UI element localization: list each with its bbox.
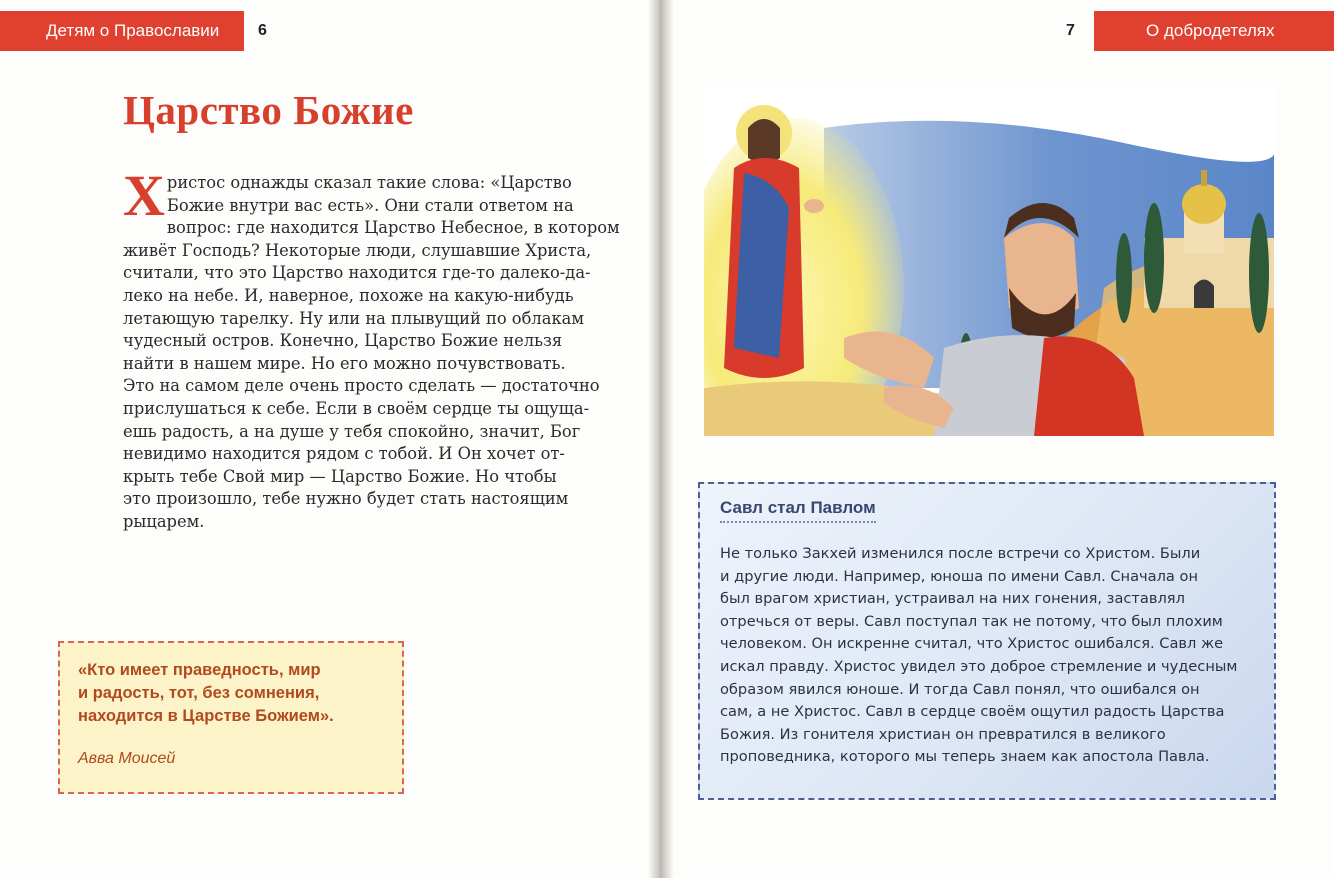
text-line: чудесный остров. Конечно, Царство Божие нельзя xyxy=(123,331,563,351)
text-line: отречься от веры. Савл поступал так не потому, что был плохим xyxy=(720,612,1223,630)
illustration-image xyxy=(704,88,1274,436)
text-line: считали, что это Царство находится где-то далеко-да- xyxy=(123,263,591,283)
info-box-title: Савл стал Павлом xyxy=(720,498,876,523)
book-gutter xyxy=(648,0,674,878)
body-text xyxy=(123,163,623,534)
text-line: Это на самом деле очень просто сделать — достаточно xyxy=(123,376,600,396)
quote-line: и радость, тот, без сомнения, xyxy=(78,684,320,702)
info-box-text xyxy=(720,543,1254,769)
illustration xyxy=(704,88,1274,436)
text-line: и другие люди. Например, юноша по имени Савл. Сначала он xyxy=(720,567,1198,585)
drop-cap: Х xyxy=(123,163,165,228)
text-line: Божия. Из гонителя христиан он превратился в великого xyxy=(720,725,1166,743)
text-line: ристос однажды сказал такие слова: «Царство xyxy=(166,173,572,192)
text-line: найти в нашем мире. Но его можно почувствовать. xyxy=(123,353,566,373)
text-line: Божие внутри вас есть». Они стали ответом на xyxy=(166,195,574,215)
page-number: 7 xyxy=(1066,22,1075,39)
text-line: Не только Закхей изменился после встречи со Христом. Были xyxy=(720,545,1201,562)
text-line: крыть тебе Свой мир — Царство Божие. Но чтобы xyxy=(123,466,557,486)
text-line: это произошло, тебе нужно будет стать настоящим xyxy=(123,489,569,509)
right-page xyxy=(664,0,1334,878)
section-header: О добродетелях xyxy=(1094,11,1334,51)
text-line: ешь радость, а на душе у тебя спокойно, значит, Бог xyxy=(123,421,581,441)
page-number: 6 xyxy=(258,22,267,39)
page-title: Царство Божие xyxy=(123,87,414,133)
section-header: Детям о Православии xyxy=(0,11,244,51)
text-line: прислушаться к себе. Если в своём сердце ты ощуща- xyxy=(123,398,590,418)
text-line: человеком. Он искренне считал, что Христос ошибался. Савл же xyxy=(720,635,1224,653)
quote-line: «Кто имеет праведность, мир xyxy=(78,661,321,679)
text-line: леко на небе. И, наверное, похоже на какую-нибудь xyxy=(123,285,574,305)
quote-box xyxy=(58,641,404,794)
text-line: вопрос: где находится Царство Небесное, в котором xyxy=(166,218,620,238)
info-box xyxy=(698,482,1276,800)
quote-author: Авва Моисей xyxy=(78,750,176,767)
text-line: проповедника, которого мы теперь знаем как апостола Павла. xyxy=(720,748,1210,766)
text-line: живёт Господь? Некоторые люди, слушавшие Христа, xyxy=(123,240,592,260)
text-line: был врагом христиан, устраивал на них гонения, заставлял xyxy=(720,590,1185,608)
text-line: рыцарем. xyxy=(123,511,205,531)
quote-line: находится в Царстве Божием». xyxy=(78,707,334,725)
text-line: невидимо находится рядом с тобой. И Он хочет от- xyxy=(123,444,565,464)
text-line: сам, а не Христос. Савл в сердце своём ощутил радость Царства xyxy=(720,703,1225,721)
text-line: искал правду. Христос увидел это доброе стремление и чудесным xyxy=(720,657,1238,675)
quote-text xyxy=(78,659,384,728)
text-line: летающую тарелку. Ну или на плывущий по облакам xyxy=(123,308,585,328)
left-page xyxy=(0,0,660,878)
text-line: образом явился юноше. И тогда Савл понял, что ошибался он xyxy=(720,680,1200,698)
